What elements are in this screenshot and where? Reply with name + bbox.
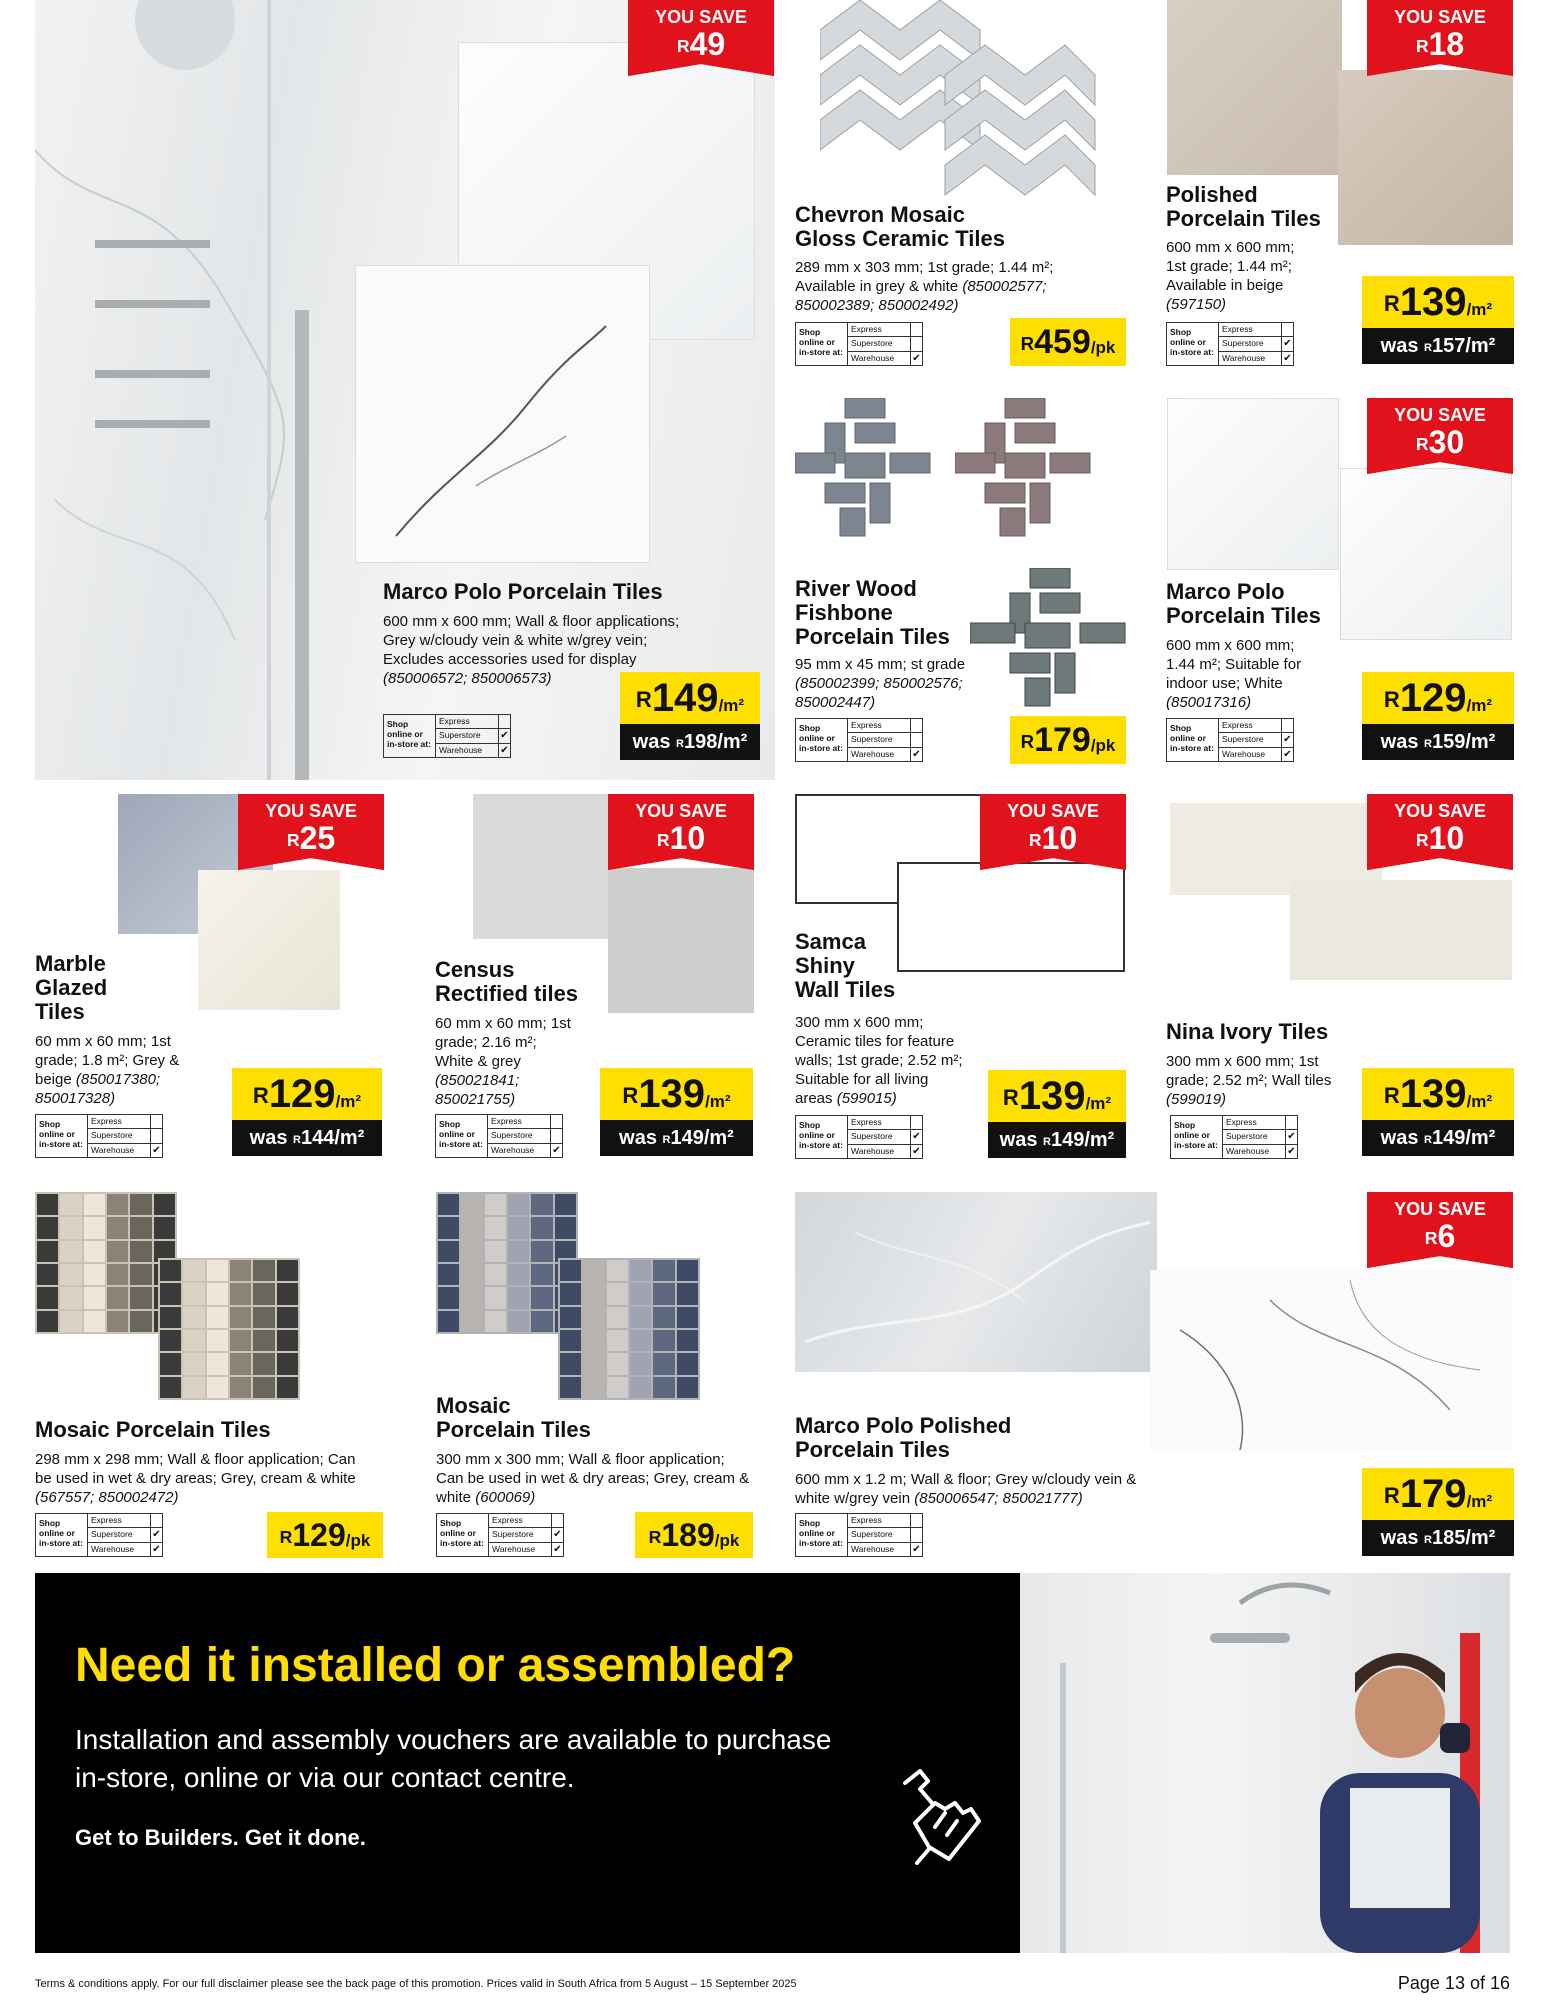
mosaic-square (107, 1287, 128, 1308)
mosaic-square (37, 1311, 58, 1332)
ivory-tile-2 (1290, 880, 1512, 980)
mosaic-square (630, 1260, 651, 1281)
mosaic-square (560, 1260, 581, 1281)
mosaic-square (485, 1264, 506, 1285)
product-description: 600 mm x 600 mm; 1st grade; 1.44 m²; Available in beige (597150) (1166, 239, 1295, 313)
product-description: 300 mm x 300 mm; Wall & floor application; Can be used in wet & dry areas; Grey, cream & white (600069) (436, 1451, 750, 1506)
product-title: Mosaic Porcelain Tiles (436, 1393, 591, 1442)
mosaic-square (653, 1353, 674, 1374)
mosaic-square (107, 1217, 128, 1238)
page-number: Page 13 of 16 (1397, 1973, 1510, 1993)
product-description: 60 mm x 60 mm; 1st grade; 2.16 m²; White & grey (850021841; 850021755) (435, 1015, 571, 1108)
mosaic-square (60, 1217, 81, 1238)
shop-availability: Shop online or in-store at: Express Superstore ✔ Warehouse ✔ (35, 1513, 163, 1557)
was-price: was $^R$159/m² (1362, 724, 1514, 760)
mosaic-square (84, 1264, 105, 1285)
mosaic-square (183, 1283, 204, 1304)
mosaic-square (230, 1353, 251, 1374)
mosaic-square (154, 1194, 175, 1215)
mosaic-square (583, 1260, 604, 1281)
mosaic-square (37, 1194, 58, 1215)
mosaic-square (555, 1194, 576, 1215)
product-title: Mosaic Porcelain Tiles (35, 1417, 271, 1442)
price-tag: $^R$129/m² (1362, 672, 1514, 724)
mosaic-square (607, 1330, 628, 1351)
mosaic-square (583, 1330, 604, 1351)
mosaic-square (485, 1217, 506, 1238)
mosaic-square (438, 1241, 459, 1262)
price-tag: $^R$139/m² (988, 1070, 1126, 1122)
fishbone-tile-brown (955, 398, 1095, 538)
mosaic-square (37, 1264, 58, 1285)
mosaic-square (677, 1330, 698, 1351)
mosaic-square (183, 1353, 204, 1374)
mosaic-square (531, 1194, 552, 1215)
banner-tagline: Get to Builders. Get it done. (75, 1825, 366, 1850)
shop-availability: Shop online or in-store at: Express Superstore ✔ Warehouse ✔ (1166, 322, 1294, 366)
terms-footer: Terms & conditions apply. For our full disclaimer please see the back page of this promotion. Prices valid in South Africa from 5 August – 15 September 2025 (35, 1978, 797, 1990)
mosaic-square (630, 1330, 651, 1351)
shop-availability: Shop online or in-store at: Express Superstore ✔ Warehouse ✔ (1170, 1115, 1298, 1159)
shop-availability: Shop online or in-store at: Express Superstore ✔ Warehouse ✔ (795, 1115, 923, 1159)
mosaic-square (461, 1194, 482, 1215)
mosaic-square (230, 1307, 251, 1328)
was-price: was $^R$144/m² (232, 1120, 382, 1156)
mosaic-square (461, 1264, 482, 1285)
product-title: Polished Porcelain Tiles (1166, 182, 1321, 231)
price-tag: $^R$189/pk (635, 1512, 753, 1558)
price-tag: $^R$129/m² (232, 1068, 382, 1120)
mosaic-square (84, 1194, 105, 1215)
shop-availability: Shop online or in-store at: Express Superstore Warehouse ✔ (35, 1114, 163, 1158)
mosaic-square (253, 1307, 274, 1328)
mosaic-square (253, 1330, 274, 1351)
shop-availability: Shop online or in-store at: Express Superstore Warehouse ✔ (435, 1114, 563, 1158)
mosaic-square (508, 1311, 529, 1332)
banner-headline: Need it installed or assembled? (75, 1639, 796, 1692)
mosaic-square (461, 1217, 482, 1238)
mosaic-square (183, 1260, 204, 1281)
you-save-badge: YOU SAVE $^R$18 (1367, 0, 1513, 64)
mosaic-square (230, 1260, 251, 1281)
mosaic-square (560, 1307, 581, 1328)
mosaic-square (207, 1307, 228, 1328)
white-wall-tile-2 (897, 862, 1125, 972)
mosaic-square (130, 1241, 151, 1262)
was-price: was $^R$157/m² (1362, 328, 1514, 364)
product-description: 289 mm x 303 mm; 1st grade; 1.44 m²; Available in grey & white (850002577; 850002389; 850002492) (795, 259, 1054, 314)
mosaic-tile-sheet (35, 1192, 177, 1334)
mosaic-square (160, 1330, 181, 1351)
mosaic-square (583, 1353, 604, 1374)
mosaic-square (508, 1217, 529, 1238)
mosaic-square (677, 1307, 698, 1328)
mosaic-square (630, 1283, 651, 1304)
mosaic-square (531, 1264, 552, 1285)
mosaic-square (677, 1353, 698, 1374)
mosaic-square (485, 1287, 506, 1308)
mosaic-square (438, 1264, 459, 1285)
mosaic-square (160, 1377, 181, 1398)
product-description: 600 mm x 1.2 m; Wall & floor; Grey w/cloudy vein & white w/grey vein (850006547; 850021777) (795, 1471, 1137, 1507)
mosaic-square (653, 1377, 674, 1398)
mosaic-square (37, 1287, 58, 1308)
white-tile-photo-2 (1340, 468, 1512, 640)
mosaic-square (630, 1307, 651, 1328)
mosaic-square (107, 1311, 128, 1332)
product-title: Samca Shiny Wall Tiles (795, 929, 896, 1002)
price-tag: $^R$179/m² (1362, 1468, 1514, 1520)
mosaic-square (583, 1307, 604, 1328)
mosaic-square (607, 1307, 628, 1328)
product-description: 600 mm x 600 mm; 1.44 m²; Suitable for indoor use; White (850017316) (1166, 637, 1302, 711)
mosaic-square (207, 1260, 228, 1281)
mosaic-square (438, 1217, 459, 1238)
mosaic-square (531, 1217, 552, 1238)
shop-availability: Shop online or in-store at: Express Superstore Warehouse ✔ (795, 1513, 923, 1557)
shop-availability: Shop online or in-store at: Express Superstore Warehouse ✔ (795, 322, 923, 366)
mosaic-square (438, 1194, 459, 1215)
was-price: was $^R$149/m² (1362, 1120, 1514, 1156)
was-price: was $^R$149/m² (988, 1122, 1126, 1158)
mosaic-square (130, 1287, 151, 1308)
mosaic-square (37, 1217, 58, 1238)
mosaic-square (84, 1311, 105, 1332)
mosaic-square (560, 1353, 581, 1374)
mosaic-square (485, 1241, 506, 1262)
grey-marble-slab (795, 1192, 1157, 1372)
product-description: 300 mm x 600 mm; 1st grade; 2.52 m²; Wall tiles (599019) (1166, 1053, 1332, 1108)
mosaic-tile-sheet-2 (158, 1258, 300, 1400)
light-grey-tile (473, 794, 618, 939)
product-description: 600 mm x 600 mm; Wall & floor applications; Grey w/cloudy vein & white w/grey vein; Excludes accessories used for display (850006572; 850006573) (383, 613, 680, 687)
mosaic-square (531, 1241, 552, 1262)
you-save-badge: YOU SAVE $^R$10 (980, 794, 1126, 858)
product-title: Chevron Mosaic Gloss Ceramic Tiles (795, 202, 1005, 251)
shop-availability: Shop online or in-store at: Express Superstore Warehouse ✔ (795, 718, 923, 762)
mosaic-square (84, 1287, 105, 1308)
mosaic-square (653, 1330, 674, 1351)
mosaic-square (253, 1377, 274, 1398)
mosaic-square (130, 1217, 151, 1238)
mosaic-square (160, 1353, 181, 1374)
product-title: Marco Polo Polished Porcelain Tiles (795, 1413, 1012, 1462)
mosaic-square (207, 1377, 228, 1398)
you-save-badge: YOU SAVE $^R$10 (1367, 794, 1513, 858)
mosaic-square (485, 1194, 506, 1215)
product-title: Marco Polo Porcelain Tiles (383, 579, 663, 604)
mosaic-square (183, 1330, 204, 1351)
mosaic-square (461, 1287, 482, 1308)
product-description: 95 mm x 45 mm; st grade (850002399; 850002576; 850002447) (795, 656, 966, 711)
fishbone-tile-grey (795, 398, 935, 538)
price-tag: $^R$139/m² (600, 1068, 753, 1120)
mosaic-square (60, 1241, 81, 1262)
shop-availability: Shop online or in-store at: Express Superstore ✔ Warehouse ✔ (1166, 718, 1294, 762)
mosaic-square (60, 1287, 81, 1308)
product-title: Nina Ivory Tiles (1166, 1019, 1329, 1044)
mosaic-square (677, 1377, 698, 1398)
mosaic-square (37, 1241, 58, 1262)
mosaic-square (438, 1311, 459, 1332)
mosaic-square (508, 1194, 529, 1215)
mosaic-square (277, 1260, 298, 1281)
installation-banner (35, 1573, 1020, 1953)
product-title: Census Rectified tiles (435, 957, 579, 1006)
price-tag: $^R$139/m² (1362, 1068, 1514, 1120)
you-save-badge: YOU SAVE $^R$6 (1367, 1192, 1513, 1256)
mosaic-square (461, 1311, 482, 1332)
shop-availability: Shop online or in-store at: Express Superstore ✔ Warehouse ✔ (436, 1513, 564, 1557)
mosaic-square (485, 1311, 506, 1332)
mosaic-square (277, 1330, 298, 1351)
mosaic-square (160, 1260, 181, 1281)
shop-availability: Shop online or in-store at: Express Superstore ✔ Warehouse ✔ (383, 714, 511, 758)
mosaic-square (277, 1307, 298, 1328)
installer-photo (1020, 1573, 1510, 1953)
mosaic-square (84, 1217, 105, 1238)
mosaic-square (607, 1377, 628, 1398)
banner-body: Installation and assembly vouchers are available to purchase in-store, online or via our contact centre. (75, 1724, 832, 1793)
chevron-tile-photo (820, 0, 1100, 200)
mosaic-square (207, 1330, 228, 1351)
product-title: Marble Glazed Tiles (35, 951, 108, 1024)
mosaic-square (107, 1241, 128, 1262)
product-title: Marco Polo Porcelain Tiles (1166, 579, 1321, 628)
was-price: was $^R$149/m² (600, 1120, 753, 1156)
mosaic-square (253, 1260, 274, 1281)
mosaic-square (130, 1194, 151, 1215)
mosaic-square (653, 1283, 674, 1304)
mosaic-square (653, 1260, 674, 1281)
mosaic-square (183, 1307, 204, 1328)
beige-marble-tile (198, 870, 340, 1010)
mosaic-square (160, 1307, 181, 1328)
mosaic-square (253, 1283, 274, 1304)
wrench-glove-icon (885, 1763, 985, 1873)
price-tag: $^R$139/m² (1362, 276, 1514, 328)
mosaic-square (60, 1194, 81, 1215)
you-save-badge: YOU SAVE $^R$10 (608, 794, 754, 858)
fishbone-tile-mixed (970, 568, 1130, 708)
price-tag: $^R$129/pk (267, 1512, 383, 1558)
mosaic-square (107, 1264, 128, 1285)
mosaic-square (607, 1353, 628, 1374)
price-tag: $^R$149/m² (620, 672, 760, 724)
mosaic-square (154, 1217, 175, 1238)
you-save-badge: YOU SAVE $^R$30 (1367, 398, 1513, 462)
mosaic-square (277, 1283, 298, 1304)
mosaic-square (130, 1264, 151, 1285)
grey-tile (608, 868, 754, 1013)
white-tile-photo (1167, 398, 1339, 570)
mosaic-square (653, 1307, 674, 1328)
mosaic-square (107, 1194, 128, 1215)
mosaic-square (677, 1283, 698, 1304)
you-save-badge: YOU SAVE $^R$49 (628, 0, 774, 64)
product-description: 60 mm x 60 mm; 1st grade; 1.8 m²; Grey & beige (850017380; 850017328) (35, 1033, 180, 1107)
mosaic-square (607, 1283, 628, 1304)
mosaic-square (630, 1377, 651, 1398)
beige-tile-photo (1167, 0, 1342, 175)
beige-tile-photo-2 (1338, 70, 1513, 245)
mosaic-square (677, 1260, 698, 1281)
mosaic-square (230, 1283, 251, 1304)
mosaic-square (253, 1353, 274, 1374)
mosaic-square (461, 1241, 482, 1262)
product-description: 298 mm x 298 mm; Wall & floor application; Can be used in wet & dry areas; Grey, cream & white (567557; 850002472) (35, 1451, 356, 1506)
mosaic-square (84, 1241, 105, 1262)
blue-mosaic-sheet-2 (558, 1258, 700, 1400)
mosaic-square (207, 1283, 228, 1304)
price-tag: $^R$179/pk (1010, 716, 1126, 764)
mosaic-square (555, 1217, 576, 1238)
mosaic-square (230, 1377, 251, 1398)
mosaic-square (508, 1241, 529, 1262)
installer-scene (1020, 1573, 1510, 1953)
product-title: River Wood Fishbone Porcelain Tiles (795, 576, 950, 649)
mosaic-square (60, 1311, 81, 1332)
mosaic-square (438, 1287, 459, 1308)
mosaic-square (277, 1377, 298, 1398)
product-description: 300 mm x 600 mm; Ceramic tiles for feature walls; 1st grade; 2.52 m²; Suitable for all living areas (599015) (795, 1014, 963, 1107)
mosaic-square (277, 1353, 298, 1374)
price-tag: $^R$459/pk (1010, 318, 1126, 366)
mosaic-square (130, 1311, 151, 1332)
white-marble-slab (1150, 1270, 1512, 1452)
mosaic-square (531, 1311, 552, 1332)
mosaic-square (560, 1283, 581, 1304)
mosaic-square (630, 1353, 651, 1374)
mosaic-square (583, 1283, 604, 1304)
mosaic-square (183, 1377, 204, 1398)
mosaic-square (607, 1260, 628, 1281)
mosaic-square (508, 1287, 529, 1308)
mosaic-square (60, 1264, 81, 1285)
mosaic-square (230, 1330, 251, 1351)
mosaic-square (508, 1264, 529, 1285)
mosaic-square (531, 1287, 552, 1308)
blue-mosaic-sheet (436, 1192, 578, 1334)
mosaic-square (160, 1283, 181, 1304)
mosaic-square (560, 1330, 581, 1351)
you-save-badge: YOU SAVE $^R$25 (238, 794, 384, 858)
was-price: was $^R$198/m² (620, 724, 760, 760)
was-price: was $^R$185/m² (1362, 1520, 1514, 1556)
mosaic-square (207, 1353, 228, 1374)
tile-sample-white (355, 265, 650, 563)
